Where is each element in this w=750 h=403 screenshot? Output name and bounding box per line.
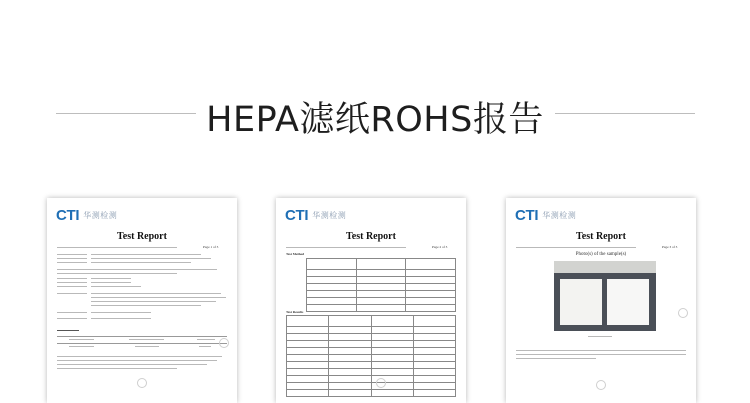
report-title: Test Report: [576, 231, 626, 242]
test-method-table: [306, 258, 456, 312]
report-page-2[interactable]: [276, 198, 466, 403]
page-heading: HEPA滤纸ROHS报告: [206, 100, 544, 140]
cti-logo: CTI 华测检测: [285, 207, 347, 224]
test-results-table: [286, 315, 456, 397]
results-label: Test Results: [286, 310, 304, 314]
cti-logo: CTI 华测检测: [56, 207, 118, 224]
heading-divider-right: [555, 113, 695, 114]
photo-caption: Photo(s) of the sample(s): [575, 252, 627, 257]
report-page-1[interactable]: [47, 198, 237, 403]
page-number: Page 3 of 3: [662, 245, 678, 249]
page-number: Page 2 of 3: [432, 245, 448, 249]
report-title: Test Report: [117, 231, 167, 242]
report-title: Test Report: [346, 231, 396, 242]
page-number: Page 1 of 3: [203, 245, 219, 249]
section-label: Test Method: [286, 252, 305, 256]
report-page-3[interactable]: [506, 198, 696, 403]
cti-logo: CTI 华测检测: [515, 207, 577, 224]
sample-photo: [554, 261, 656, 331]
